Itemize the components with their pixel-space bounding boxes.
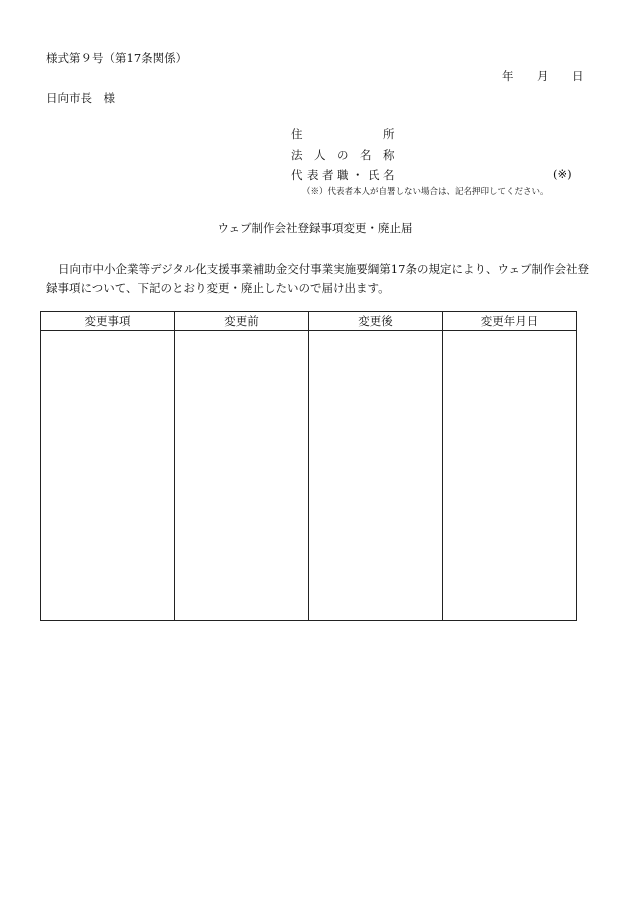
- corporation-label-char: 名: [360, 148, 372, 162]
- representative-label-char: 代: [291, 168, 303, 182]
- column-header-before: 変更前: [175, 312, 309, 331]
- representative-label-char: 表: [307, 168, 319, 182]
- body-text: 日向市中小企業等デジタル化支援事業補助金交付事業実施要綱第17条の規定により、ウェブ制作会社登録事項について、下記のとおり変更・廃止したいので届け出ます。: [46, 262, 589, 295]
- table-header-row: [41, 312, 577, 331]
- table-cell-after: [309, 331, 443, 621]
- table-row: [41, 331, 577, 621]
- table-cell-before: [175, 331, 309, 621]
- seal-note: （※）代表者本人が自署しない場合は、記名押印してください。: [302, 187, 549, 197]
- document-title: ウェブ制作会社登録事項変更・廃止届: [217, 221, 413, 235]
- addressee: 日向市長 様: [46, 91, 115, 105]
- corporation-label-char: 称: [383, 148, 395, 162]
- column-header-change-item: 変更事項: [41, 312, 175, 331]
- corporation-label-char: 人: [314, 148, 326, 162]
- form-number: 様式第９号（第17条関係）: [46, 51, 188, 65]
- representative-label-char: 職: [337, 168, 349, 182]
- representative-label-char: 名: [383, 168, 395, 182]
- date-year-label: 年: [502, 69, 514, 83]
- column-header-change-date: 変更年月日: [443, 312, 577, 331]
- representative-label-char: 氏: [368, 168, 380, 182]
- date-month-label: 月: [537, 69, 549, 83]
- table-cell-change-date: [443, 331, 577, 621]
- corporation-label-char: の: [337, 148, 349, 162]
- date-day-label: 日: [572, 69, 584, 83]
- change-table: [40, 311, 577, 621]
- table-cell-change-item: [41, 331, 175, 621]
- representative-label-char: ・: [352, 168, 364, 182]
- address-label-char: 住: [291, 127, 303, 141]
- column-header-after: 変更後: [309, 312, 443, 331]
- seal-mark: (※): [553, 167, 572, 181]
- corporation-label-char: 法: [291, 148, 303, 162]
- address-label-char: 所: [383, 127, 395, 141]
- representative-label-char: 者: [322, 168, 334, 182]
